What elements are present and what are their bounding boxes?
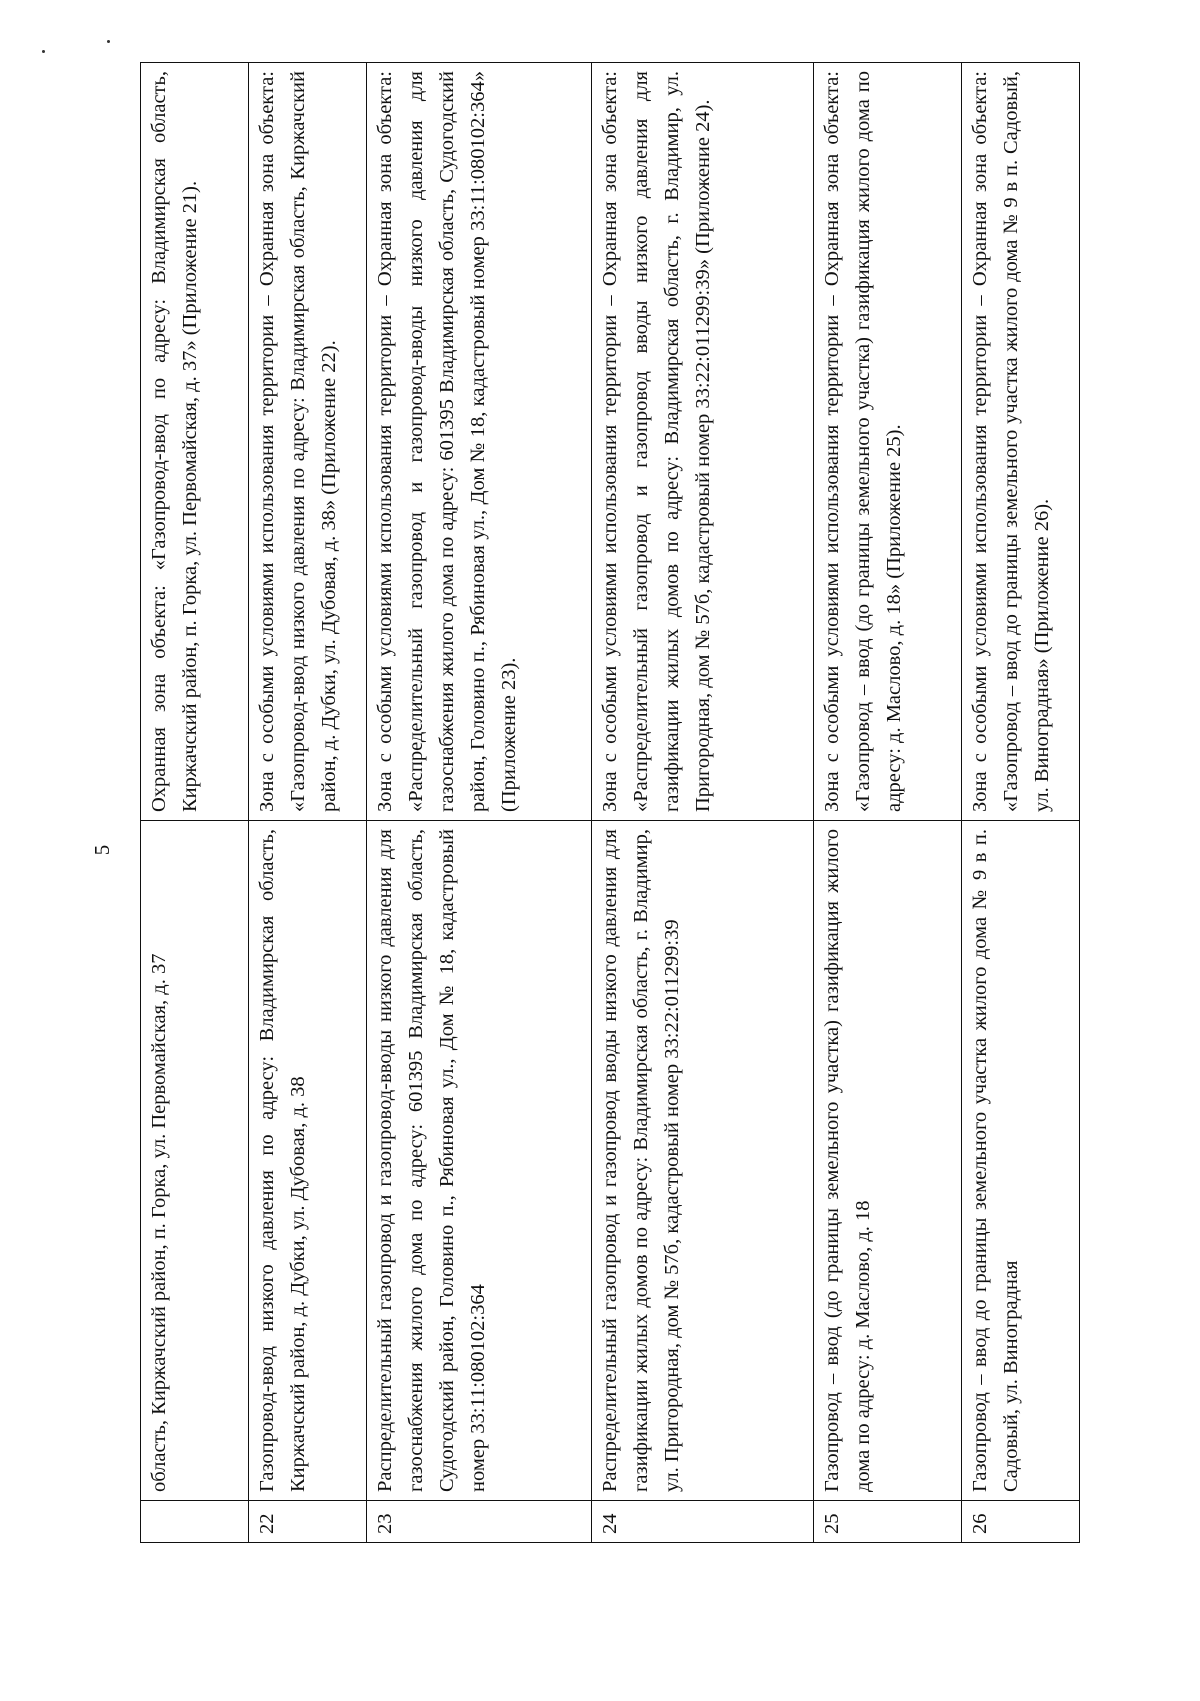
scan-speck bbox=[42, 50, 45, 53]
row-number: 22 bbox=[248, 1501, 366, 1543]
table-row bbox=[592, 63, 814, 1543]
row-number: 23 bbox=[367, 1501, 592, 1543]
table-row bbox=[813, 63, 961, 1543]
rotated-page-content bbox=[140, 63, 1080, 1543]
scan-speck bbox=[107, 40, 110, 43]
zone-description: Зона с особыми условиями использования территории – Охранная зона объекта: «Распределительный газопровод и газопровод вводы низкого давления для газификации жилых домов по адресу: Владимирская область, г. Владимир, ул. Пригородная, дом № 57б, кадастровый номер 33:22:011299:39» (Приложение 24). bbox=[592, 63, 814, 821]
protection-zones-table bbox=[140, 62, 1080, 1543]
row-number: 24 bbox=[592, 1501, 814, 1543]
object-description: Газопровод – ввод (до границы земельного участка) газификация жилого дома по адресу: д. Маслово, д. 18 bbox=[813, 821, 961, 1501]
object-description: Распределительный газопровод и газопровод вводы низкого давления для газификации жилых домов по адресу: Владимирская область, г. Владимир, ул. Пригородная, дом № 57б, кадастровый номер 33:22:011299:39 bbox=[592, 821, 814, 1501]
table-row bbox=[367, 63, 592, 1543]
object-description: Распределительный газопровод и газопровод-вводы низкого давления для газоснабжения жилого дома по адресу: 601395 Владимирская область, Судогодский район, Головино п., Рябиновая ул., Дом № 18, кадастровый номер 33:11:080102:364 bbox=[367, 821, 592, 1501]
zone-description: Зона с особыми условиями использования территории – Охранная зона объекта: «Распределительный газопровод и газопровод-вводы низкого давления для газоснабжения жилого дома по адресу: 601395 Владимирская область, Судогодский район, Головино п., Рябиновая ул., Дом № 18, кадастровый номер 33:11:080102:364» (Приложение 23). bbox=[367, 63, 592, 821]
row-number: 26 bbox=[961, 1501, 1079, 1543]
object-description: Газопровод-ввод низкого давления по адресу: Владимирская область, Киржачский район, д. Дубки, ул. Дубовая, д. 38 bbox=[248, 821, 366, 1501]
zone-description: Зона с особыми условиями использования территории – Охранная зона объекта: «Газопровод – ввод до границы земельного участка жилого дома № 9 в п. Садовый, ул. Виноградная» (Приложение 26). bbox=[961, 63, 1079, 821]
table-row bbox=[141, 63, 249, 1543]
row-number: 25 bbox=[813, 1501, 961, 1543]
page-number: 5 bbox=[90, 844, 114, 856]
row-number bbox=[141, 1501, 249, 1543]
object-description: область, Киржачский район, п. Горка, ул. Первомайская, д. 37 bbox=[141, 821, 249, 1501]
object-description: Газопровод – ввод до границы земельного участка жилого дома № 9 в п. Садовый, ул. Виноградная bbox=[961, 821, 1079, 1501]
table-row bbox=[248, 63, 366, 1543]
table-row bbox=[961, 63, 1079, 1543]
zone-description: Зона с особыми условиями использования территории – Охранная зона объекта: «Газопровод-ввод низкого давления по адресу: Владимирская область, Киржачский район, д. Дубки, ул. Дубовая, д. 38» (Приложение 22). bbox=[248, 63, 366, 821]
zone-description: Зона с особыми условиями использования территории – Охранная зона объекта: «Газопровод – ввод (до границы земельного участка) газификация жилого дома по адресу: д. Маслово, д. 18» (Приложение 25). bbox=[813, 63, 961, 821]
zone-description: Охранная зона объекта: «Газопровод-ввод по адресу: Владимирская область, Киржачский район, п. Горка, ул. Первомайская, д. 37» (Приложение 21). bbox=[141, 63, 249, 821]
